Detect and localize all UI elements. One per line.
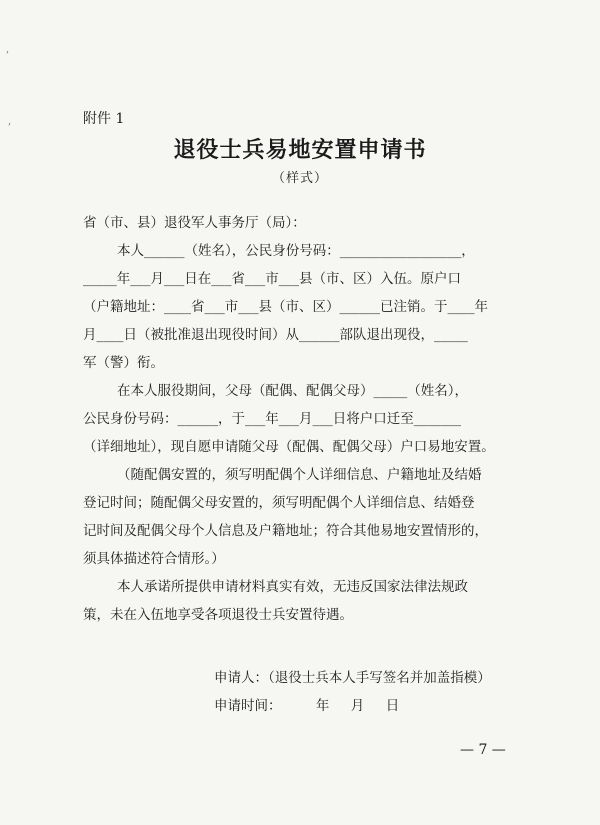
scan-mark: , (8, 116, 12, 127)
attachment-label: 附件 1 (83, 111, 125, 127)
application-date-line: 申请时间： 年 月 日 (214, 698, 400, 714)
note-line: 记时间及配偶父母个人信息及户籍地址；符合其他易地安置情形的， (83, 523, 488, 539)
document-subtitle: （样式） (271, 171, 328, 186)
document-title: 退役士兵易地安置申请书 (173, 137, 427, 163)
body-line: 在本人服役期间，父母（配偶、配偶父母）_____（姓名）， (117, 383, 468, 399)
body-line: （户籍地址：____省___市___县（市、区）______已注销。于____年 (83, 299, 488, 315)
scan-mark: , (6, 44, 10, 55)
body-line: _____年___月___日在___省___市___县（市、区）入伍。原户口 (83, 271, 461, 287)
commitment-line: 本人承诺所提供申请材料真实有效，无违反国家法律法规政 (117, 579, 468, 595)
body-line: （详细地址），现自愿申请随父母（配偶、配偶父母）户口易地安置。 (83, 439, 495, 455)
body-line: 军（警）衔。 (83, 355, 164, 371)
body-line: 公民身份号码：______，于___年___月___日将户口迁至_______ (83, 411, 461, 427)
addressee-line: 省（市、县）退役军人事务厅（局）： (83, 215, 306, 231)
page-number: — 7 — (460, 742, 506, 758)
body-line: 月____日（被批准退出现役时间）从______部队退出现役，_____ (83, 327, 468, 343)
body-line: 本人______（姓名），公民身份号码：__________________， (117, 243, 475, 259)
applicant-signature-line: 申请人：（退役士兵本人手写签名并加盖指模） (214, 670, 491, 686)
note-line: （随配偶安置的，须写明配偶个人详细信息、户籍地址及结婚 (117, 467, 482, 483)
note-line: 须具体描述符合情形。） (83, 551, 225, 567)
commitment-line: 策，未在入伍地享受各项退役士兵安置待遇。 (83, 607, 353, 623)
note-line: 登记时间；随配偶父母安置的，须写明配偶个人详细信息、结婚登 (83, 495, 475, 511)
